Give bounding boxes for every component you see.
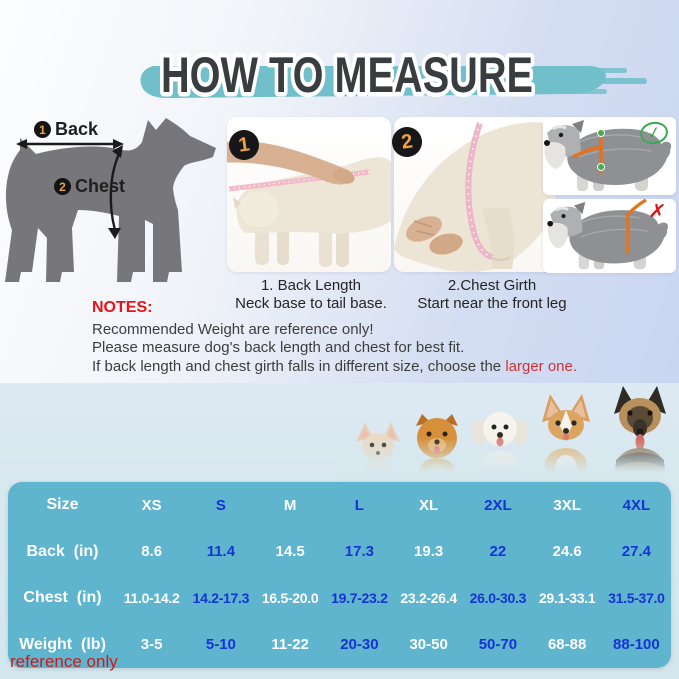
table-cell: 3-5 [140,636,163,654]
notes-line-2: Please measure dog's back length and chest for best fit. [92,339,465,356]
column-header: M [283,496,297,514]
table-cell: 30-50 [409,636,448,654]
chest-label: Chest [75,176,126,196]
notes-line-3-highlight: larger one. [505,357,578,375]
step-1-title: 1. Back Length [260,277,362,294]
table-cell: 11.4 [206,543,236,561]
harness-fit-correct-photo [543,117,676,195]
column-header: XS [141,496,162,514]
table-cell: 5-10 [205,636,236,654]
column-header: S [215,496,226,514]
chest-label-group [54,176,125,197]
row-label-back: Back (in) [26,542,99,560]
table-cell: 50-70 [478,636,518,654]
back-label: Back [55,119,99,139]
row-label-weight: Weight (lb) [19,635,106,653]
step-1-badge: 1 [227,128,261,162]
title-banner [135,28,650,110]
table-cell: 8.6 [141,543,163,561]
notes-line-1: Recommended Weight are reference only! [92,320,374,338]
table-cell: 29.1-33.1 [538,590,596,607]
table-cell: 26.0-30.3 [469,590,527,607]
table-cell: 17.3 [344,543,374,561]
table-cell: 23.2-26.4 [400,590,457,607]
table-cell: 14.5 [275,543,305,561]
table-cell: 88-100 [613,636,660,654]
table-cell: 22 [489,543,507,561]
column-header: Size [46,496,79,514]
column-header: 4XL [622,496,651,514]
table-cell: 31.5-37.0 [608,590,665,607]
back-label-group [34,119,98,140]
table-cell: 24.6 [552,543,582,561]
back-length-photo [227,117,391,272]
dogs-fade-overlay [340,438,679,484]
column-header: 3XL [553,496,581,514]
harness-fit-incorrect-photo [543,199,676,273]
brush-streak [541,89,607,94]
column-header: 2XL [484,496,512,514]
table-cell: 27.4 [621,543,651,561]
table-cell: 19.3 [414,543,444,561]
check-glyph: ✓ [645,121,663,144]
table-cell: 68-88 [547,636,587,654]
step-2-subtitle: Start near the front leg [417,295,567,312]
table-cell: 14.2-17.3 [192,590,250,607]
notes-line-3 [92,358,617,377]
badge-1-icon: 1 [34,121,51,138]
step-2-title: 2.Chest Girth [447,277,537,294]
table-cell: 20-30 [340,636,379,654]
table-cell: 16.5-20.0 [261,590,319,607]
notes-section [92,299,617,376]
size-chart-table [8,482,671,668]
brush-streak [559,78,647,84]
row-label-chest: Chest (in) [23,589,102,607]
table-cell: 19.7-23.2 [331,590,388,607]
table-cell: 11-22 [271,636,309,654]
cross-icon: ✗ [647,197,668,225]
notes-heading: NOTES: [92,299,153,316]
column-header: L [354,496,364,514]
notes-line-3-text: If back length and chest girth falls in different size, choose the [92,357,506,375]
table-footnote: reference only [10,652,118,671]
brush-streak [543,68,627,73]
step-1-subtitle: Neck base to tail base. [235,295,387,312]
step-2-badge: 2 [390,125,424,159]
chest-girth-photo [394,117,556,272]
page-title: HOW TO MEASURE [161,47,533,103]
badge-2-icon: 2 [54,178,71,195]
column-header: XL [419,496,439,514]
table-cell: 11.0-14.2 [123,590,180,607]
